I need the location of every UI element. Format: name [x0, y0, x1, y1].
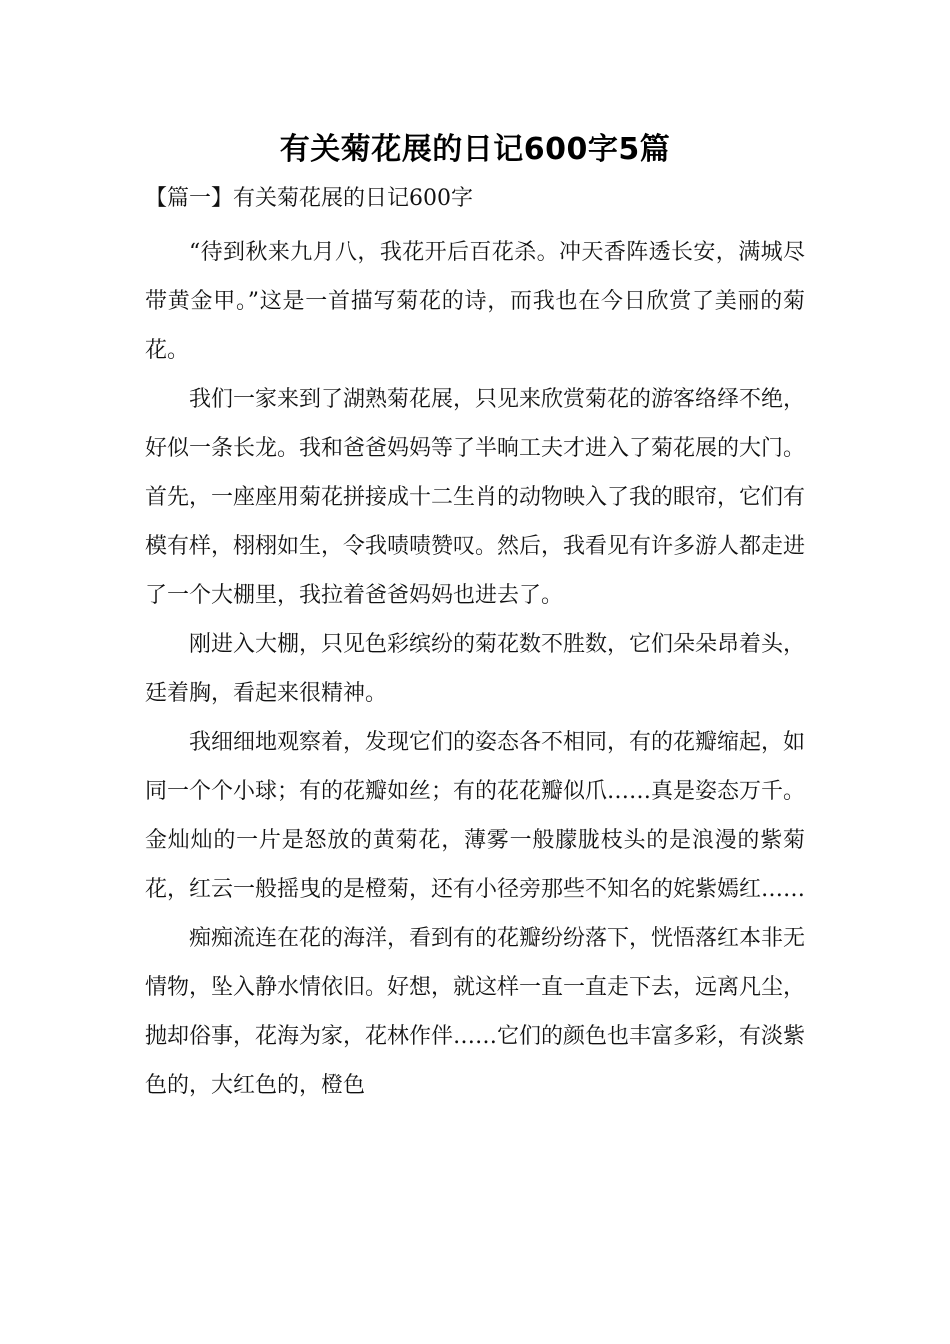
document-body	[145, 228, 805, 1110]
paragraph-4: 我细细地观察着，发现它们的姿态各不相同，有的花瓣缩起，如同一个个小球；有的花瓣如丝；有的花花瓣似爪……真是姿态万千。金灿灿的一片是怒放的黄菊花，薄雾一般朦胧枝头的是浪漫的紫菊花，红云一般摇曳的是橙菊，还有小径旁那些不知名的姹紫嫣红……	[145, 730, 806, 902]
paragraph-2: 我们一家来到了湖熟菊花展，只见来欣赏菊花的游客络绎不绝，好似一条长龙。我和爸爸妈妈等了半晌工夫才进入了菊花展的大门。首先，一座座用菊花拼接成十二生肖的动物映入了我的眼帘，它们有模有样，栩栩如生，令我啧啧赞叹。然后，我看见有许多游人都走进了一个大棚里，我拉着爸爸妈妈也进去了。	[145, 387, 806, 608]
section-heading: 【篇一】有关菊花展的日记600字	[145, 186, 473, 211]
paragraph-5: 痴痴流连在花的海洋，看到有的花瓣纷纷落下，恍悟落红本非无情物，坠入静水情依旧。好想，就这样一直一直走下去，远离凡尘，抛却俗事，花海为家，花林作伴……它们的颜色也丰富多彩，有淡紫色的，大红色的，橙色	[145, 926, 806, 1098]
paragraph-3: 刚进入大棚，只见色彩缤纷的菊花数不胜数，它们朵朵昂着头，廷着胸，看起来很精神。	[145, 632, 806, 706]
paragraph-1: “待到秋来九月八，我花开后百花杀。冲天香阵透长安，满城尽带黄金甲。”这是一首描写菊花的诗，而我也在今日欣赏了美丽的菊花。	[145, 240, 805, 363]
document-title: 有关菊花展的日记600字5篇	[279, 132, 671, 167]
